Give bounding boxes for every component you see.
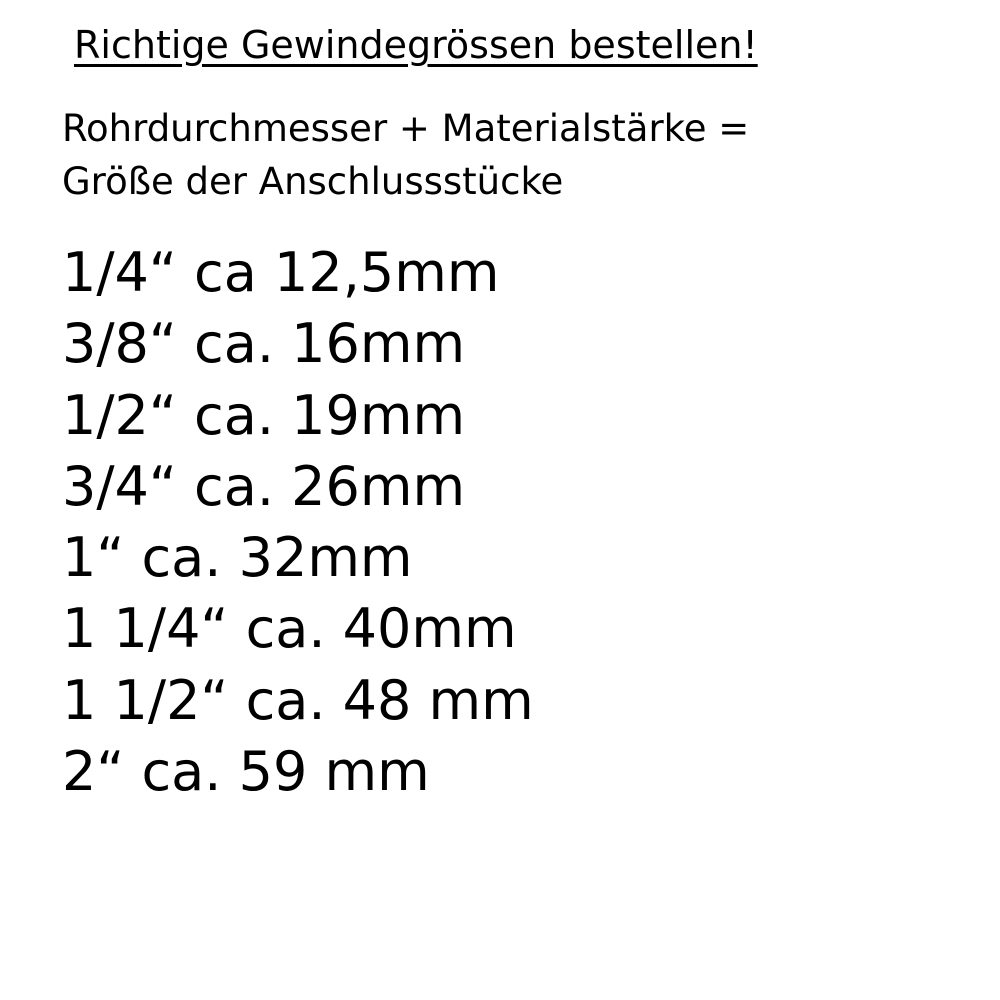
page-title: Richtige Gewindegrössen bestellen! bbox=[74, 23, 758, 67]
list-item: 3/4“ ca. 26mm bbox=[62, 454, 466, 518]
intro-line-2: Größe der Anschlussstücke bbox=[62, 160, 564, 204]
list-item: 1 1/2“ ca. 48 mm bbox=[62, 668, 534, 732]
intro-paragraph bbox=[62, 102, 942, 209]
list-item: 3/8“ ca. 16mm bbox=[62, 312, 466, 376]
intro-line-1: Rohrdurchmesser + Materialstärke = bbox=[62, 106, 750, 150]
list-item: 1“ ca. 32mm bbox=[62, 526, 413, 590]
size-conversion-list bbox=[62, 237, 960, 807]
list-item: 2“ ca. 59 mm bbox=[62, 739, 430, 803]
list-item: 1/2“ ca. 19mm bbox=[62, 383, 466, 447]
list-item: 1 1/4“ ca. 40mm bbox=[62, 597, 517, 661]
list-item: 1/4“ ca 12,5mm bbox=[62, 240, 500, 304]
